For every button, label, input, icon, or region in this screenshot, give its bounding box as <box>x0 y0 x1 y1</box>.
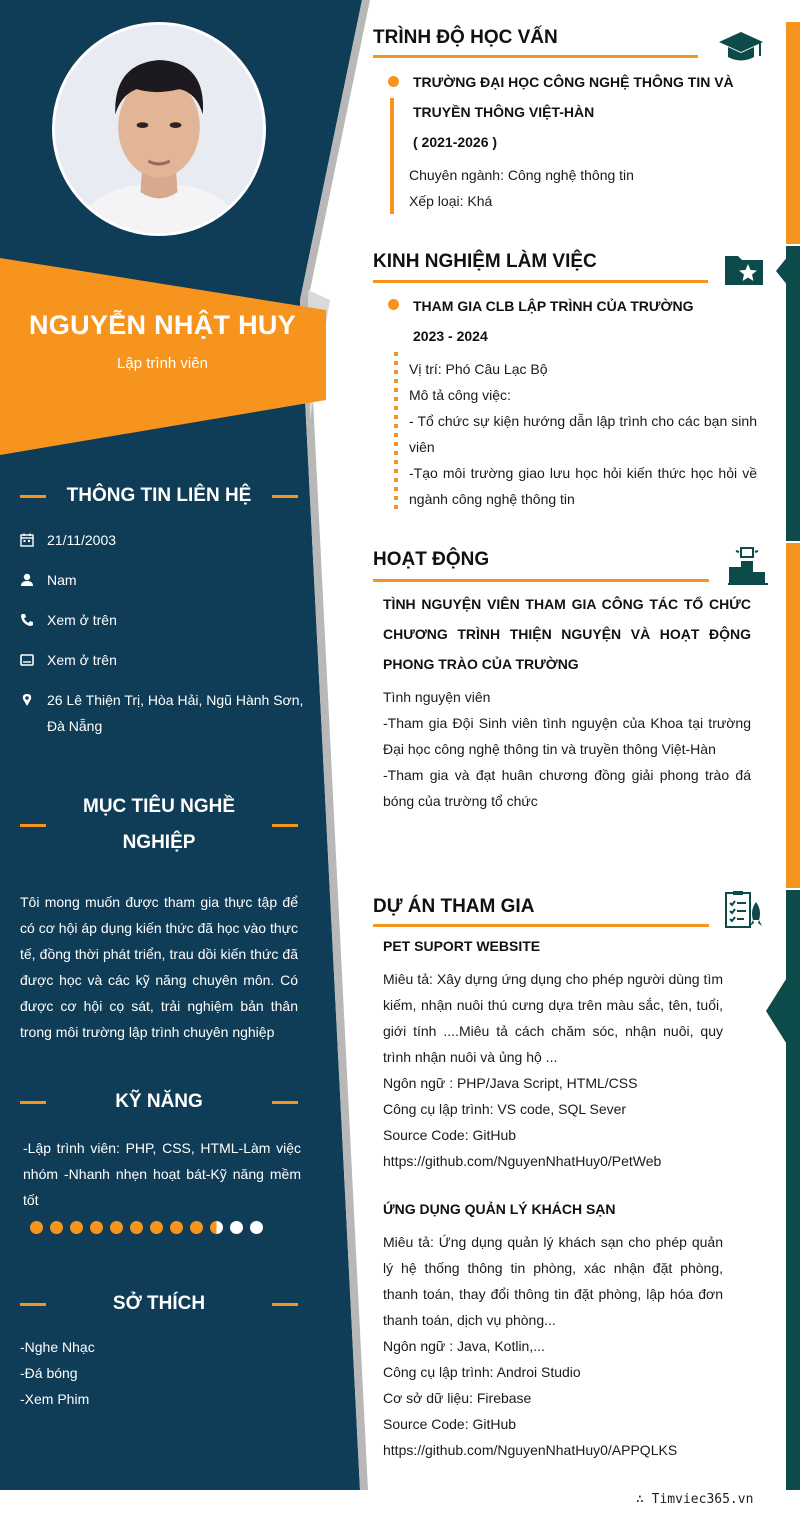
hobby-item: -Nghe Nhạc <box>20 1339 95 1355</box>
experience-org: THAM GIA CLB LẬP TRÌNH CỦA TRƯỜNG <box>413 298 694 314</box>
education-title: TRÌNH ĐỘ HỌC VẤN <box>373 27 558 48</box>
rating-dot-empty <box>230 1221 243 1234</box>
objective-heading-line2: NGHIỆP <box>122 832 196 853</box>
hobbies-heading-text: SỞ THÍCH <box>112 1293 206 1314</box>
experience-period: 2023 - 2024 <box>413 328 488 344</box>
edge-accent-orange <box>786 22 800 244</box>
rating-dot-filled <box>90 1221 103 1234</box>
avatar-illustration <box>55 25 263 233</box>
hobbies-heading <box>20 1287 298 1321</box>
section-rule <box>373 55 698 58</box>
project-language: Ngôn ngữ : PHP/Java Script, HTML/CSS <box>383 1075 638 1091</box>
rating-dot-filled <box>30 1221 43 1234</box>
experience-title: KINH NGHIỆM LÀM VIỆC <box>373 251 597 272</box>
heading-bar-right <box>272 1101 298 1104</box>
heading-bar-right <box>272 824 298 827</box>
edge-accent-teal <box>786 890 800 1490</box>
heading-bar-right <box>272 1303 298 1306</box>
skills-text: -Lập trình viên: PHP, CSS, HTML-Làm việc nhóm -Nhanh nhẹn hoạt bát-Kỹ năng mềm tốt <box>23 1140 301 1208</box>
podium-award-icon <box>728 545 768 585</box>
section-rule <box>373 579 709 582</box>
folder-star-icon <box>724 252 764 286</box>
project-name: ỨNG DỤNG QUẢN LÝ KHÁCH SẠN <box>383 1201 616 1217</box>
education-period: ( 2021-2026 ) <box>413 134 498 150</box>
contact-text: Nam <box>47 572 77 588</box>
timeline-bullet <box>388 76 399 87</box>
experience-desc-label: Mô tả công việc: <box>409 387 511 403</box>
contact-gender <box>20 567 310 596</box>
rating-dot-filled <box>190 1221 203 1234</box>
skills-heading <box>20 1085 298 1119</box>
rating-dot-filled <box>150 1221 163 1234</box>
experience-desc: - Tổ chức sự kiện hướng dẫn lập trình cho các bạn sinh viên <box>409 413 757 455</box>
candidate-name: NGUYỄN NHẬT HUY <box>28 310 296 340</box>
project-tools: Công cụ lập trình: VS code, SQL Sever <box>383 1101 627 1117</box>
candidate-role: Lập trình viên <box>117 355 208 372</box>
contact-address <box>20 687 310 739</box>
edge-accent-orange <box>786 543 800 888</box>
activities-desc: -Tham gia Đội Sinh viên tình nguyện của Khoa tại trường Đại học công nghệ thông tin và truyền thông Việt-Hàn <box>383 715 751 757</box>
heading-bar-left <box>20 1101 46 1104</box>
rating-dot-filled <box>170 1221 183 1234</box>
project-name: PET SUPORT WEBSITE <box>383 938 541 954</box>
activities-title: HOẠT ĐỘNG <box>373 549 490 570</box>
heading-bar-left <box>20 824 46 827</box>
experience-position: Vị trí: Phó Câu Lạc Bộ <box>409 361 548 377</box>
hobby-item: -Xem Phim <box>20 1391 90 1407</box>
user-icon <box>20 567 47 596</box>
timeline-dotted-line <box>394 352 398 510</box>
rating-dot-empty <box>250 1221 263 1234</box>
hobby-item: -Đá bóng <box>20 1365 78 1381</box>
activities-headline: TÌNH NGUYỆN VIÊN THAM GIA CÔNG TÁC TỔ CHỨC CHƯƠNG TRÌNH THIỆN NGUYỆN VÀ HOẠT ĐỘNG PHONG TRÀO CỦA TRƯỜNG <box>383 596 751 672</box>
rating-dot-half <box>210 1221 223 1234</box>
project-database: Cơ sở dữ liệu: Firebase <box>383 1390 532 1406</box>
school-name-line2: TRUYỀN THÔNG VIỆT-HÀN <box>413 104 595 120</box>
calendar-icon <box>20 527 47 556</box>
skills-heading-text: KỸ NĂNG <box>115 1091 203 1112</box>
email-icon <box>20 647 47 676</box>
project-language: Ngôn ngữ : Java, Kotlin,... <box>383 1338 545 1354</box>
project-tools: Công cụ lập trình: Androi Studio <box>383 1364 581 1380</box>
contact-phone <box>20 607 310 636</box>
section-rule <box>373 280 708 283</box>
objective-heading <box>20 789 298 861</box>
project-desc: Miêu tả: Xây dựng ứng dụng cho phép người dùng tìm kiếm, nhận nuôi thú cưng dựa trên màu sắc, tên, tuổi, giới tính ....Miêu tả cách chăm sóc, nhận nuôi, quy trình nhận nuôi và ủng hộ ... <box>383 971 723 1065</box>
objective-text: Tôi mong muốn được tham gia thực tập để có cơ hội áp dụng kiến thức đã học vào thực tế, đồng thời phát triển, trau dồi kiến thức đã được học và các kỹ năng chuyên môn. Có được cơ hội cọ sát, trải nghiệm bản thân trong môi trường lập trình chuyên nghiệp <box>20 894 298 1040</box>
rating-dot-filled <box>110 1221 123 1234</box>
footer-brand-text: Timviec365.vn <box>651 1492 754 1507</box>
section-rule <box>373 924 709 927</box>
education-major: Chuyên ngành: Công nghệ thông tin <box>409 167 634 183</box>
checklist-rocket-icon <box>724 890 764 930</box>
skill-rating <box>30 1221 263 1234</box>
project-url-link[interactable]: https://github.com/NguyenNhatHuy0/PetWeb <box>383 1153 662 1169</box>
project-url-link[interactable]: https://github.com/NguyenNhatHuy0/APPQLKS <box>383 1442 678 1458</box>
graduation-cap-icon <box>718 30 764 66</box>
activities-desc: -Tham gia và đạt huân chương đồng giải phong trào đá bóng của trường tổ chức <box>383 767 751 809</box>
objective-heading-line1: MỤC TIÊU NGHỀ <box>83 796 235 817</box>
rating-dot-filled <box>70 1221 83 1234</box>
heading-bar-left <box>20 495 46 498</box>
contact-birthdate <box>20 527 310 556</box>
contact-text: Xem ở trên <box>47 652 117 668</box>
timeline-bullet <box>388 299 399 310</box>
heading-bar-left <box>20 1303 46 1306</box>
brand-dots-icon: ∴ <box>636 1492 644 1507</box>
footer-brand[interactable] <box>636 1492 753 1507</box>
contact-text: Xem ở trên <box>47 612 117 628</box>
timeline-line <box>390 98 394 214</box>
profile-photo <box>52 22 266 236</box>
education-grade: Xếp loại: Khá <box>409 193 493 209</box>
edge-accent-teal <box>786 246 800 541</box>
school-name-line1: TRƯỜNG ĐẠI HỌC CÔNG NGHỆ THÔNG TIN VÀ <box>413 74 734 90</box>
location-pin-icon <box>20 687 47 739</box>
project-source: Source Code: GitHub <box>383 1416 517 1432</box>
contact-text: 21/11/2003 <box>47 532 117 548</box>
contact-text: 26 Lê Thiện Trị, Hòa Hải, Ngũ Hành Sơn, Đà Nẵng <box>47 692 304 734</box>
rating-dot-filled <box>50 1221 63 1234</box>
edge-chevron <box>766 256 788 286</box>
heading-bar-right <box>272 495 298 498</box>
rating-dot-filled <box>130 1221 143 1234</box>
project-desc: Miêu tả: Ứng dụng quản lý khách sạn cho phép quản lý hệ thống thông tin phòng, xác nhận đặt phòng, thanh toán, thay đổi thông tin đặt phòng, lập hóa đơn thanh toán, dịch vụ phòng... <box>383 1234 723 1328</box>
contact-heading <box>20 479 298 513</box>
projects-title: DỰ ÁN THAM GIA <box>373 896 535 917</box>
phone-icon <box>20 607 47 636</box>
project-source: Source Code: GitHub <box>383 1127 517 1143</box>
contact-email <box>20 647 310 676</box>
edge-chevron <box>766 976 788 1046</box>
activities-role: Tình nguyện viên <box>383 689 491 705</box>
experience-desc: -Tạo môi trường giao lưu học hỏi kiến thức học hỏi về ngành công nghệ thông tin <box>409 465 757 507</box>
contact-heading-text: THÔNG TIN LIÊN HỆ <box>66 485 252 506</box>
